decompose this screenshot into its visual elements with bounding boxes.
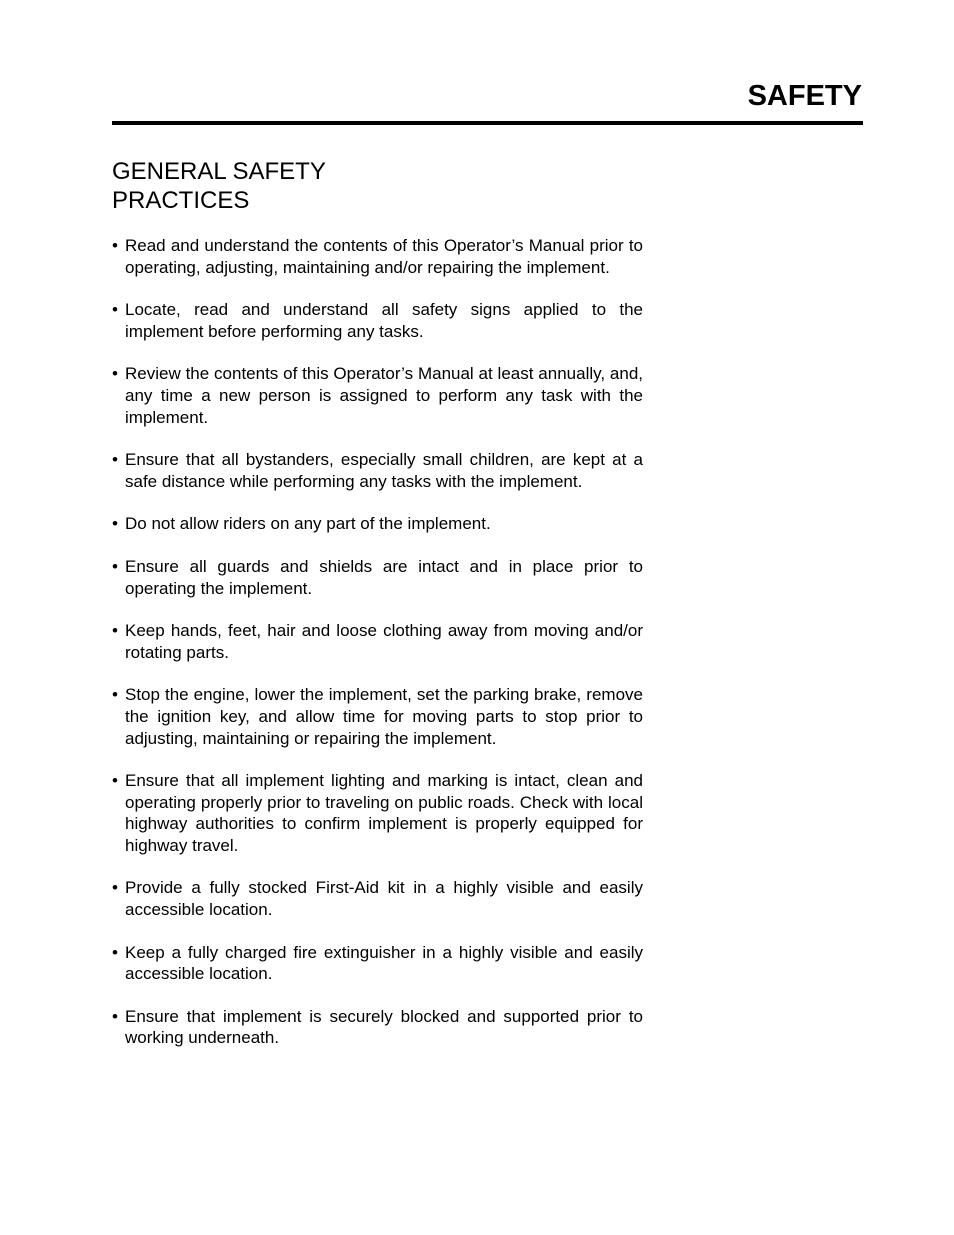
list-item [111, 513, 643, 535]
list-item [111, 877, 643, 920]
list-item [111, 449, 643, 492]
list-item-text: Provide a fully stocked First-Aid kit in a highly visible and easily accessible location. [125, 878, 643, 920]
list-item-text: Review the contents of this Operator’s Manual at least annually, and, any time a new person is assigned to perform any task with the implement. [125, 364, 643, 427]
list-item [111, 684, 643, 749]
list-item-text: Read and understand the contents of this Operator’s Manual prior to operating, adjusting, maintaining and/or repairing the implement. [125, 236, 643, 277]
bullet-icon: • [112, 514, 118, 534]
list-item [111, 235, 643, 278]
list-item-text: Ensure that all implement lighting and marking is intact, clean and operating properly prior to traveling on public roads. Check with local highway authorities to confirm implement is properly equipped for highway travel. [125, 771, 643, 855]
bullet-icon: • [112, 450, 118, 470]
bullet-icon: • [112, 236, 118, 255]
header-divider [112, 121, 863, 125]
list-item-text: Keep a fully charged fire extinguisher in a highly visible and easily accessible location. [125, 942, 643, 984]
list-item-text: Keep hands, feet, hair and loose clothing away from moving and/or rotating parts. [125, 621, 643, 662]
list-item [111, 770, 643, 856]
bullet-icon: • [112, 878, 118, 898]
bullet-icon: • [112, 1006, 118, 1026]
list-item-text: Ensure that all bystanders, especially small children, are kept at a safe distance while performing any tasks with the implement. [125, 450, 643, 491]
bullet-icon: • [112, 300, 118, 320]
subheading-line-1: GENERAL SAFETY [112, 158, 326, 185]
list-item-text: Locate, read and understand all safety signs applied to the implement before performing any tasks. [125, 300, 643, 341]
list-item-text: Ensure all guards and shields are intact and in place prior to operating the implement. [125, 556, 643, 598]
bullet-icon: • [112, 771, 118, 791]
list-item [111, 299, 643, 342]
bullet-icon: • [112, 621, 118, 641]
bullet-icon: • [112, 556, 118, 576]
list-item [111, 363, 643, 428]
bullet-icon: • [112, 942, 118, 962]
list-item-text: Do not allow riders on any part of the implement. [125, 514, 491, 534]
safety-practices-list [111, 235, 643, 1070]
bullet-icon: • [112, 364, 118, 384]
list-item-text: Ensure that implement is securely blocked and supported prior to working underneath. [125, 1006, 643, 1048]
list-item [111, 620, 643, 663]
section-title: SAFETY [747, 80, 862, 112]
list-item [111, 942, 643, 985]
subheading-line-2: PRACTICES [112, 187, 250, 214]
list-item-text: Stop the engine, lower the implement, set the parking brake, remove the ignition key, and allow time for moving parts to stop prior to adjusting, maintaining or repairing the implement. [125, 685, 643, 748]
subheading-general-safety-practices [112, 157, 432, 215]
list-item [111, 1006, 643, 1049]
list-item [111, 556, 643, 599]
bullet-icon: • [112, 685, 118, 705]
